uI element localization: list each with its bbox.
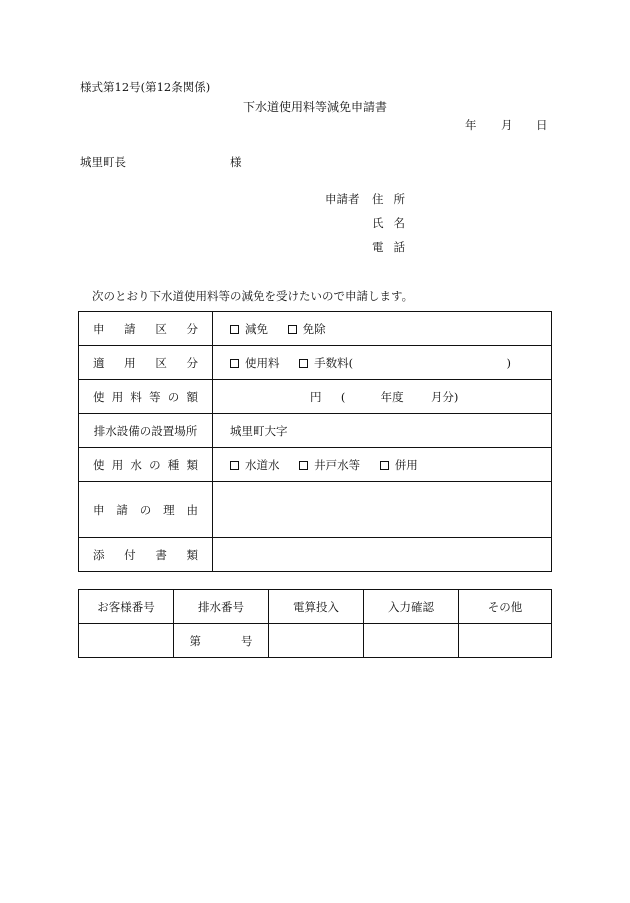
label-attachments: 添 付 書 類 [79, 538, 213, 572]
option-combined[interactable]: 併用 [380, 457, 418, 473]
option-tap-water[interactable]: 水道水 [230, 457, 280, 473]
option-reduction[interactable]: 減免 [230, 321, 268, 337]
cell-input-check[interactable] [364, 624, 459, 658]
addressee-name: 城里町長 [80, 155, 126, 169]
office-use-table [78, 589, 552, 658]
header-drain-number: 排水番号 [174, 590, 269, 624]
yen-label: 円 [310, 389, 322, 404]
cell-computer-entry[interactable] [269, 624, 364, 658]
checkbox-combined[interactable] [380, 461, 389, 470]
row-attachments [79, 538, 552, 572]
row-water-type [79, 448, 552, 482]
label-facility-location: 排水設備の設置場所 [79, 414, 213, 448]
applicant-label: 申請者 [325, 192, 360, 206]
checkbox-handling-fee[interactable] [299, 359, 308, 368]
value-fee-amount[interactable] [213, 380, 552, 414]
label-water-type: 使 用 水 の 種 類 [79, 448, 213, 482]
header-input-check: 入力確認 [364, 590, 459, 624]
row-fee-amount [79, 380, 552, 414]
row-reason [79, 482, 552, 538]
row-applicable-category [79, 346, 552, 380]
checkbox-usage-fee[interactable] [230, 359, 239, 368]
month-portion-label: 月分) [430, 389, 459, 404]
label-application-type: 申 請 区 分 [79, 312, 213, 346]
value-applicable-category [213, 346, 552, 380]
label-fee-amount: 使 用 料 等 の 額 [79, 380, 213, 414]
row-facility-location [79, 414, 552, 448]
value-attachments[interactable] [213, 538, 552, 572]
checkbox-reduction[interactable] [230, 325, 239, 334]
document-title: 下水道使用料等減免申請書 [242, 100, 387, 114]
value-water-type [213, 448, 552, 482]
applicant-name-label: 氏 名 [372, 216, 405, 230]
office-value-row [79, 624, 552, 658]
form-number: 様式第12号(第12条関係) [80, 80, 211, 94]
checkbox-exemption[interactable] [288, 325, 297, 334]
value-reason[interactable] [213, 482, 552, 538]
checkbox-well-water[interactable] [299, 461, 308, 470]
cell-drain-number[interactable]: 第 号 [174, 624, 269, 658]
intro-text: 次のとおり下水道使用料等の減免を受けたいので申請します。 [92, 289, 414, 303]
open-paren: ( [340, 389, 346, 404]
option-usage-fee[interactable]: 使用料 [230, 355, 280, 371]
office-header-row [79, 590, 552, 624]
option-handling-fee[interactable]: 手数料( [299, 356, 353, 370]
cell-other[interactable] [459, 624, 552, 658]
fiscal-year-label: 年度 [380, 389, 404, 404]
option-exemption[interactable]: 免除 [288, 321, 326, 337]
label-applicable-category: 適 用 区 分 [79, 346, 213, 380]
label-reason: 申 請 の 理 由 [79, 482, 213, 538]
date-year-label: 年 [465, 118, 477, 132]
header-other: その他 [459, 590, 552, 624]
value-application-type [213, 312, 552, 346]
header-computer-entry: 電算投入 [269, 590, 364, 624]
addressee-honorific: 様 [230, 155, 242, 169]
header-customer-number: お客様番号 [79, 590, 174, 624]
cell-customer-number[interactable] [79, 624, 174, 658]
row-application-type [79, 312, 552, 346]
date-day-label: 日 [536, 118, 548, 132]
option-well-water[interactable]: 井戸水等 [299, 457, 360, 473]
date-month-label: 月 [501, 118, 513, 132]
application-table [78, 311, 552, 572]
value-facility-location[interactable]: 城里町大字 [213, 414, 552, 448]
applicant-address-label: 住 所 [372, 192, 405, 206]
applicant-phone-label: 電 話 [372, 240, 405, 254]
checkbox-tap-water[interactable] [230, 461, 239, 470]
close-paren: ) [506, 355, 511, 370]
